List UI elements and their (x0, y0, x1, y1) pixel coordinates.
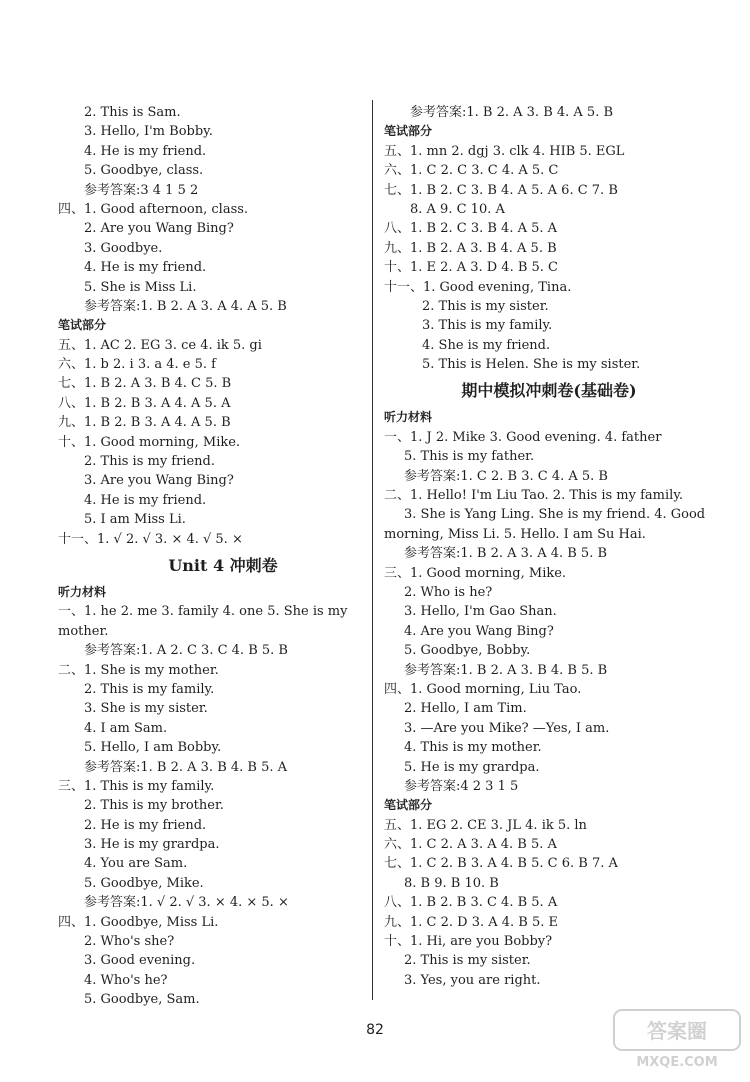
answer-line: 十一、1. √ 2. √ 3. × 4. √ 5. × (58, 531, 243, 547)
answer-line: 五、1. EG 2. CE 3. JL 4. ik 5. ln (384, 817, 587, 833)
answer-line: 3. He is my grardpa. (84, 837, 220, 853)
answer-line: 三、1. This is my family. (58, 778, 215, 794)
answer-line: 2. This is my brother. (84, 798, 224, 814)
section-title: Unit 4 冲刺卷 (168, 555, 278, 575)
answer-line: 参考答案:4 2 3 1 5 (404, 778, 519, 794)
answer-line: 3. Hello, I'm Gao Shan. (404, 604, 557, 620)
answer-line: 3. This is my family. (422, 318, 553, 334)
section-heading: 听力材料 (384, 410, 433, 425)
answer-line: 8. A 9. C 10. A (410, 201, 505, 217)
answer-line: 5. Goodbye, class. (84, 163, 204, 179)
answer-line: 参考答案:3 4 1 5 2 (84, 182, 199, 198)
answer-line: 二、1. Hello! I'm Liu Tao. 2. This is my family. (384, 488, 684, 504)
answer-line: 4. You are Sam. (84, 856, 188, 872)
answer-line: 5. Goodbye, Bobby. (404, 643, 531, 659)
answer-line: 二、1. She is my mother. (58, 662, 219, 678)
page-number: 82 (366, 1022, 384, 1038)
answer-line: 2. This is my sister. (404, 953, 531, 969)
column-divider (372, 100, 373, 1000)
answer-line: 5. Goodbye, Sam. (84, 992, 200, 1008)
answer-line: 参考答案:1. B 2. A 3. A 4. A 5. B (84, 298, 287, 314)
answer-line: 3. Good evening. (84, 953, 196, 969)
answer-line: 2. This is my family. (84, 681, 215, 697)
right-column (384, 103, 714, 990)
left-column (58, 103, 388, 1010)
answer-line: 六、1. b 2. i 3. a 4. e 5. f (58, 357, 216, 373)
answer-line: 六、1. C 2. C 3. C 4. A 5. C (384, 163, 559, 179)
answer-line: 3. Yes, you are right. (404, 972, 541, 988)
answer-line: 三、1. Good morning, Mike. (384, 565, 567, 581)
answer-line: 5. Goodbye, Mike. (84, 875, 204, 891)
answer-line: 十、1. E 2. A 3. D 4. B 5. C (384, 260, 559, 276)
section-heading: 笔试部分 (384, 798, 433, 813)
answer-line: 3. She is Yang Ling. She is my friend. 4. Good (404, 507, 706, 523)
section-heading: 笔试部分 (58, 318, 107, 333)
answer-line: morning, Miss Li. 5. Hello. I am Su Hai. (384, 526, 646, 542)
answer-line: 5. This is Helen. She is my sister. (422, 357, 641, 373)
answer-line: 九、1. B 2. B 3. A 4. A 5. B (58, 415, 231, 431)
watermark-text: MXQE.COM (636, 1055, 718, 1070)
answer-line: 4. She is my friend. (422, 337, 551, 353)
answer-line: 5. She is Miss Li. (84, 279, 197, 295)
answer-line: 2. Who's she? (84, 934, 175, 950)
answer-line: 5. Hello, I am Bobby. (84, 740, 222, 756)
answer-line: 七、1. C 2. B 3. A 4. B 5. C 6. B 7. A (384, 856, 618, 872)
answer-line: 参考答案:1. B 2. A 3. B 4. B 5. A (84, 759, 288, 775)
answer-line: 2. This is my friend. (84, 454, 216, 470)
answer-line: 九、1. C 2. D 3. A 4. B 5. E (384, 914, 559, 930)
answer-line: 五、1. AC 2. EG 3. ce 4. ik 5. gi (58, 337, 262, 353)
answer-line: 2. This is my sister. (422, 298, 549, 314)
answer-line: 4. He is my friend. (84, 260, 207, 276)
answer-line: 2. Who is he? (404, 584, 493, 600)
answer-line: 4. Who's he? (84, 972, 168, 988)
answer-line: 七、1. B 2. A 3. B 4. C 5. B (58, 376, 232, 392)
answer-line: 参考答案:1. √ 2. √ 3. × 4. × 5. × (84, 895, 289, 911)
answer-line: 十、1. Good morning, Mike. (58, 434, 241, 450)
answer-line: 十一、1. Good evening, Tina. (384, 279, 572, 295)
answer-line: 参考答案:1. B 2. A 3. B 4. B 5. B (404, 662, 608, 678)
answer-line: 2. He is my friend. (84, 817, 207, 833)
answer-line: 2. Hello, I am Tim. (404, 701, 527, 717)
section-heading: 听力材料 (58, 584, 107, 599)
answer-line: 3. —Are you Mike? —Yes, I am. (404, 720, 610, 736)
answer-line: 5. He is my grardpa. (404, 759, 540, 775)
answer-line: 参考答案:1. B 2. A 3. A 4. B 5. B (404, 546, 608, 562)
svg-text:答案圈: 答案圈 (647, 1019, 707, 1043)
answer-line: 3. Hello, I'm Bobby. (84, 124, 213, 140)
answer-line: 2. This is Sam. (84, 105, 181, 120)
answer-line: 十、1. Hi, are you Bobby? (384, 934, 553, 950)
answer-line: 四、1. Good afternoon, class. (58, 201, 249, 217)
answer-line: 8. B 9. B 10. B (404, 875, 499, 891)
answer-line: 3. Are you Wang Bing? (84, 473, 234, 489)
answer-line: 3. She is my sister. (84, 701, 208, 717)
answer-line: 参考答案:1. A 2. C 3. C 4. B 5. B (84, 643, 288, 659)
answer-line: 八、1. B 2. B 3. A 4. A 5. A (58, 395, 231, 411)
answer-line: 四、1. Good morning, Liu Tao. (384, 681, 582, 697)
section-title: 期中模拟冲刺卷(基础卷) (461, 381, 637, 401)
answer-line: 五、1. mn 2. dgj 3. clk 4. HIB 5. EGL (384, 143, 625, 159)
answer-line: 八、1. B 2. C 3. B 4. A 5. A (384, 221, 558, 237)
answer-line: 4. I am Sam. (84, 720, 168, 736)
answer-line: 4. This is my mother. (404, 740, 542, 756)
answer-line: 八、1. B 2. B 3. C 4. B 5. A (384, 895, 558, 911)
answer-line: 4. He is my friend. (84, 492, 207, 508)
answer-line: 5. This is my father. (404, 449, 535, 465)
answer-line: 2. Are you Wang Bing? (84, 221, 234, 237)
answer-line: 九、1. B 2. A 3. B 4. A 5. B (384, 240, 557, 256)
answer-line: 一、1. J 2. Mike 3. Good evening. 4. father (384, 429, 662, 445)
answer-line: 参考答案:1. C 2. B 3. C 4. A 5. B (404, 468, 608, 484)
answer-line: 七、1. B 2. C 3. B 4. A 5. A 6. C 7. B (384, 182, 618, 198)
answer-line: mother. (58, 623, 109, 639)
watermark-logo (612, 1008, 742, 1074)
answer-line: 4. Are you Wang Bing? (404, 623, 554, 639)
answer-line: 参考答案:1. B 2. A 3. B 4. A 5. B (410, 105, 614, 120)
answer-line: 四、1. Goodbye, Miss Li. (58, 914, 219, 930)
answer-line: 5. I am Miss Li. (84, 512, 186, 528)
answer-line: 六、1. C 2. A 3. A 4. B 5. A (384, 837, 557, 853)
answer-line: 一、1. he 2. me 3. family 4. one 5. She is my (58, 604, 348, 620)
answer-line: 3. Goodbye. (84, 240, 163, 256)
section-heading: 笔试部分 (384, 124, 433, 139)
answer-line: 4. He is my friend. (84, 143, 207, 159)
